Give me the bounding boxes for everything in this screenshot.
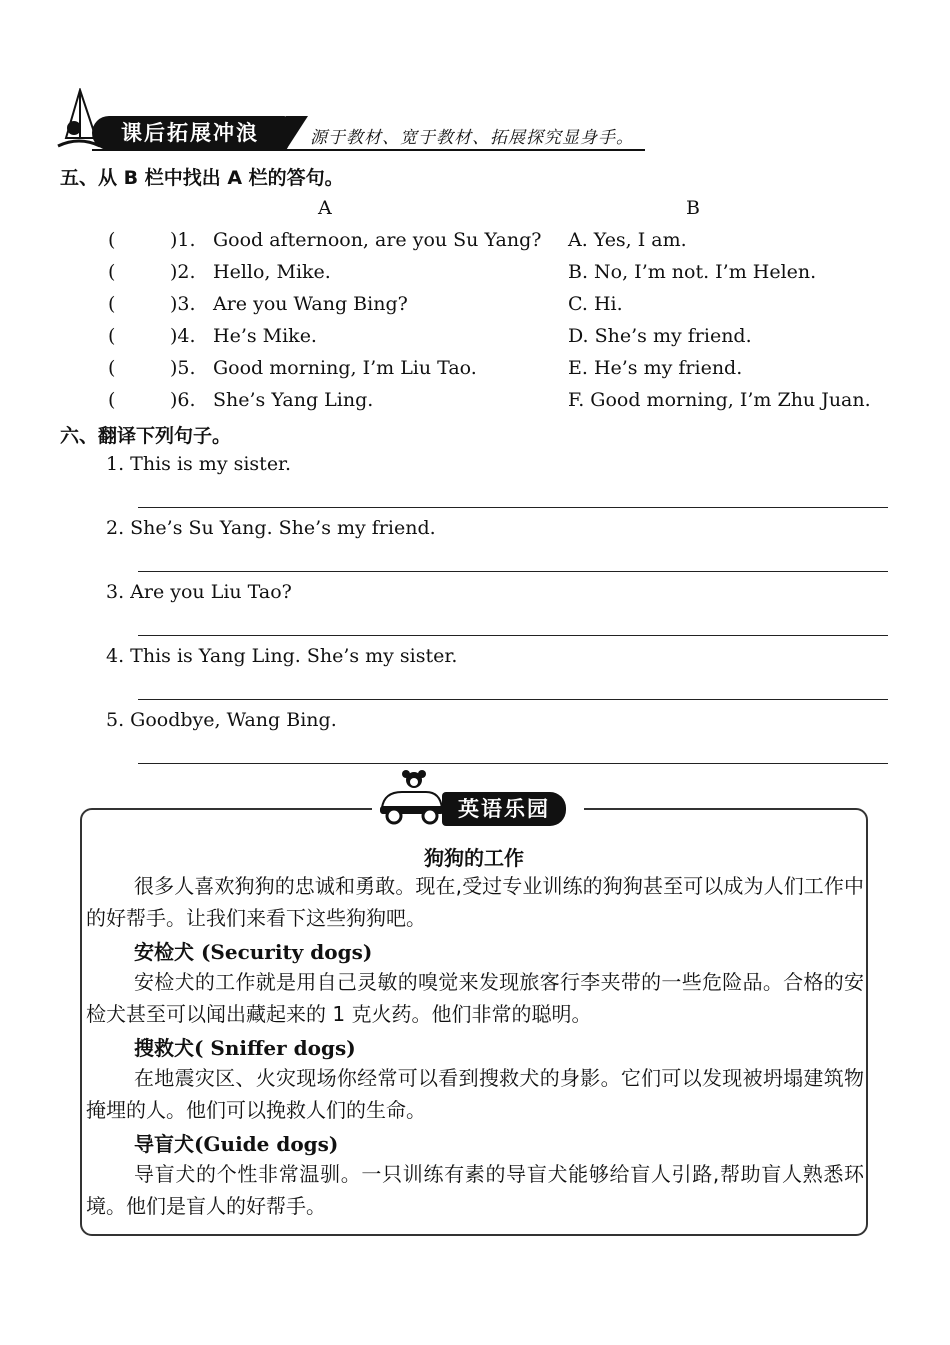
question-a: He’s Mike. [213,325,317,347]
option-b: F. Good morning, I’m Zhu Juan. [568,389,871,411]
story-title: 狗狗的工作 [424,846,524,870]
question-number: )5. [170,357,196,379]
cartoon-car-icon [376,768,446,828]
security-dogs-text: 安检犬的工作就是用自己灵敏的嗅觉来发现旅客行李夹带的一些危险品。合格的安检犬甚至可以闻出藏起来的 1 克火药。他们非常的聪明。 [86,970,864,1026]
answer-paren[interactable]: ( [108,389,116,411]
question-a: Hello, Mike. [213,261,331,283]
question-a: Good afternoon, are you Su Yang? [213,229,542,251]
garden-label: 英语乐园 [442,792,566,826]
question-a: Are you Wang Bing? [213,293,408,315]
answer-line[interactable] [138,635,888,636]
answer-paren[interactable]: ( [108,293,116,315]
question-number: )3. [170,293,196,315]
translation-sentence: 5. Goodbye, Wang Bing. [106,709,337,731]
banner-title: 课后拓展冲浪 [92,116,288,150]
answer-line[interactable] [138,507,888,508]
question-number: )1. [170,229,196,251]
option-b: E. He’s my friend. [568,357,743,379]
column-b-header: B [686,197,700,219]
banner-subtitle: 源于教材、宽于教材、拓展探究显身手。 [310,128,634,148]
answer-line[interactable] [138,699,888,700]
question-number: )2. [170,261,196,283]
section-6-title: 六、翻译下列句子。 [60,425,232,447]
translation-sentence: 2. She’s Su Yang. She’s my friend. [106,517,436,539]
sniffer-dogs-text: 在地震灾区、火灾现场你经常可以看到搜救犬的身影。它们可以发现被坍塌建筑物掩埋的人。他们可以挽救人们的生命。 [86,1066,864,1122]
option-b: C. Hi. [568,293,623,315]
option-b: B. No, I’m not. I’m Helen. [568,261,817,283]
translation-sentence: 1. This is my sister. [106,453,292,475]
banner-divider [92,149,645,151]
banner-arrow [286,116,308,150]
sniffer-dogs-heading: 搜救犬( Sniffer dogs) [134,1036,356,1060]
answer-line[interactable] [138,571,888,572]
story-intro: 很多人喜欢狗狗的忠诚和勇敢。现在,受过专业训练的狗狗甚至可以成为人们工作中的好帮手。让我们来看下这些狗狗吧。 [86,874,864,930]
column-a-header: A [318,197,332,219]
guide-dogs-heading: 导盲犬(Guide dogs) [134,1132,339,1156]
option-b: D. She’s my friend. [568,325,752,347]
answer-line[interactable] [138,763,888,764]
option-b: A. Yes, I am. [568,229,687,251]
translation-sentence: 4. This is Yang Ling. She’s my sister. [106,645,458,667]
guide-dogs-text: 导盲犬的个性非常温驯。一只训练有素的导盲犬能够给盲人引路,帮助盲人熟悉环境。他们是盲人的好帮手。 [86,1162,864,1218]
question-a: Good morning, I’m Liu Tao. [213,357,477,379]
answer-paren[interactable]: ( [108,261,116,283]
question-number: )4. [170,325,196,347]
answer-paren[interactable]: ( [108,357,116,379]
security-dogs-heading: 安检犬 (Security dogs) [134,940,373,964]
answer-paren[interactable]: ( [108,229,116,251]
translation-sentence: 3. Are you Liu Tao? [106,581,292,603]
section-5-title: 五、从 B 栏中找出 A 栏的答句。 [60,167,344,189]
answer-paren[interactable]: ( [108,325,116,347]
question-number: )6. [170,389,196,411]
question-a: She’s Yang Ling. [213,389,374,411]
